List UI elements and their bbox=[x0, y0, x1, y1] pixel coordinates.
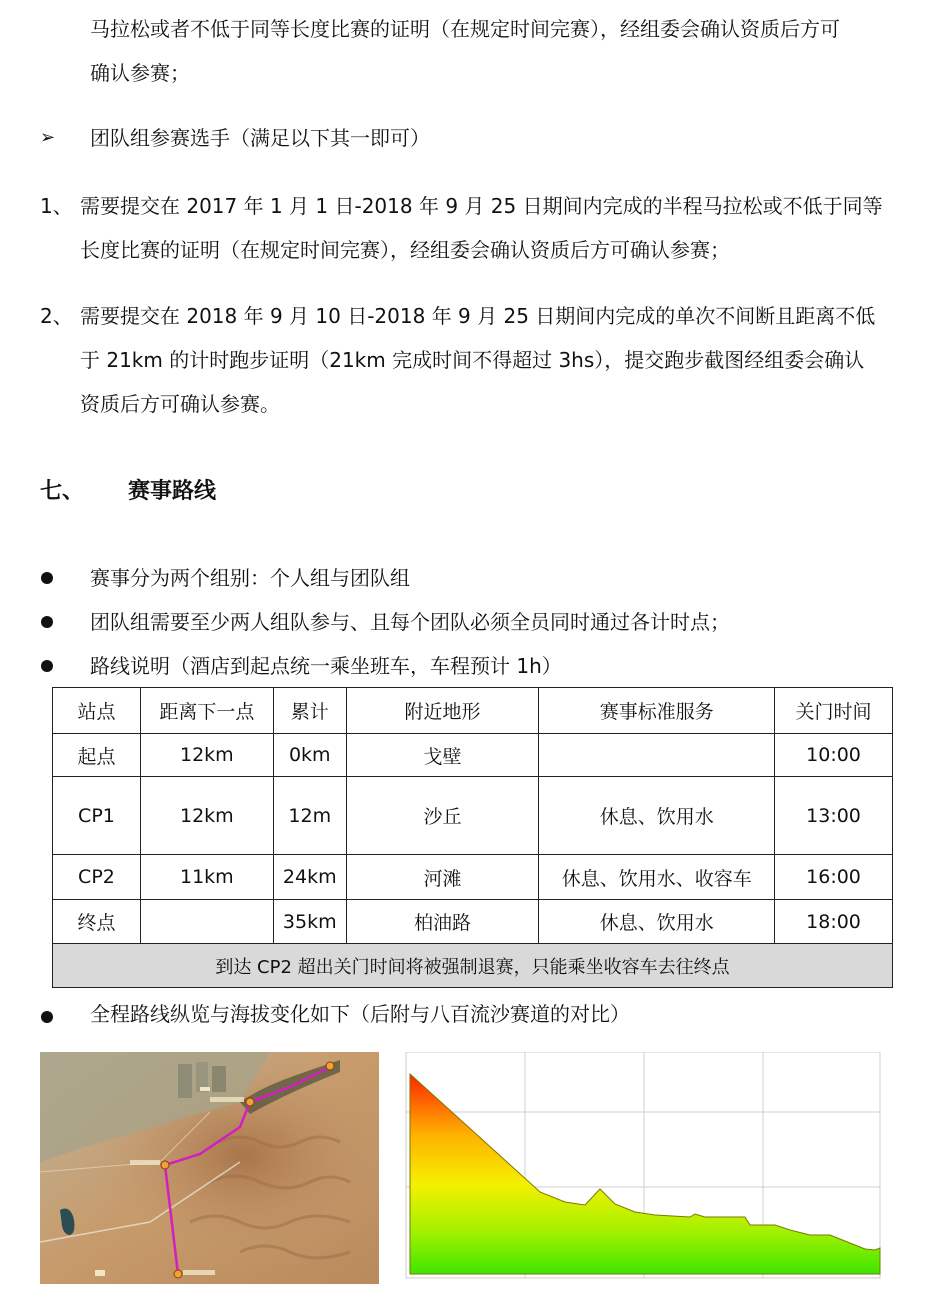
cell-station: 终点 bbox=[53, 900, 141, 944]
cell-terrain: 河滩 bbox=[346, 855, 539, 900]
item2-line-2: 于 21km 的计时跑步证明（21km 完成时间不得超过 3hs），提交跑步截图经组委会确认 bbox=[80, 348, 865, 372]
cell-cutoff: 13:00 bbox=[775, 777, 893, 855]
cell-cumulative: 24km bbox=[273, 855, 346, 900]
cell-terrain: 戈壁 bbox=[346, 734, 539, 777]
cell-station: CP2 bbox=[53, 855, 141, 900]
header-terrain: 附近地形 bbox=[346, 688, 539, 734]
cell-cumulative: 12m bbox=[273, 777, 346, 855]
cell-distance: 12km bbox=[140, 734, 273, 777]
map-image bbox=[40, 1052, 379, 1284]
bullet-dot-icon bbox=[41, 616, 53, 628]
cell-station: 起点 bbox=[53, 734, 141, 777]
header-distance: 距离下一点 bbox=[140, 688, 273, 734]
bullet-1: 赛事分为两个组别：个人组与团队组 bbox=[90, 566, 410, 590]
header-cutoff: 关门时间 bbox=[775, 688, 893, 734]
section-number: 七、 bbox=[40, 479, 85, 504]
bullet-dot-icon bbox=[41, 660, 53, 672]
table-row bbox=[53, 855, 893, 900]
cell-cutoff: 18:00 bbox=[775, 900, 893, 944]
cell-service: 休息、饮用水 bbox=[539, 900, 775, 944]
table-row bbox=[53, 900, 893, 944]
elevation-image bbox=[390, 1052, 896, 1284]
section-title: 赛事路线 bbox=[128, 479, 217, 504]
elevation-profile-chart bbox=[390, 1052, 896, 1284]
arrow-bullet-icon: ➢ bbox=[40, 127, 56, 148]
team-heading: 团队组参赛选手（满足以下其一即可） bbox=[90, 126, 430, 150]
header-station: 站点 bbox=[53, 688, 141, 734]
cell-terrain: 沙丘 bbox=[346, 777, 539, 855]
cell-distance: 12km bbox=[140, 777, 273, 855]
cell-service: 休息、饮用水、收容车 bbox=[539, 855, 775, 900]
cell-cumulative: 0km bbox=[273, 734, 346, 777]
cell-terrain: 柏油路 bbox=[346, 900, 539, 944]
cell-cutoff: 16:00 bbox=[775, 855, 893, 900]
table-note: 到达 CP2 超出关门时间将被强制退赛，只能乘坐收容车去往终点 bbox=[53, 944, 893, 988]
cell-cutoff: 10:00 bbox=[775, 734, 893, 777]
intro-line-2: 确认参赛； bbox=[90, 61, 190, 85]
cell-service bbox=[539, 734, 775, 777]
bullet-dot-icon bbox=[41, 1011, 53, 1023]
item2-line-1: 需要提交在 2018 年 9 月 10 日-2018 年 9 月 25 日期间内完成的单次不间断且距离不低 bbox=[80, 304, 876, 328]
cell-distance: 11km bbox=[140, 855, 273, 900]
bullet-3: 路线说明（酒店到起点统一乘坐班车，车程预计 1h） bbox=[90, 654, 562, 678]
route-table bbox=[52, 687, 893, 988]
item1-number: 1、 bbox=[40, 194, 73, 218]
bullet-dot-icon bbox=[41, 572, 53, 584]
item2-number: 2、 bbox=[40, 304, 73, 328]
table-row bbox=[53, 734, 893, 777]
table-note-row bbox=[53, 944, 893, 988]
cell-station: CP1 bbox=[53, 777, 141, 855]
cell-service: 休息、饮用水 bbox=[539, 777, 775, 855]
table-header-row bbox=[53, 688, 893, 734]
item1-line-2: 长度比赛的证明（在规定时间完赛），经组委会确认资质后方可确认参赛； bbox=[80, 238, 730, 262]
item2-line-3: 资质后方可确认参赛。 bbox=[80, 392, 280, 416]
header-cumulative: 累计 bbox=[273, 688, 346, 734]
bullet-2: 团队组需要至少两人组队参与、且每个团队必须全员同时通过各计时点； bbox=[90, 610, 730, 634]
intro-line-1: 马拉松或者不低于同等长度比赛的证明（在规定时间完赛），经组委会确认资质后方可 bbox=[90, 17, 840, 41]
bullet-4: 全程路线纵览与海拔变化如下（后附与八百流沙赛道的对比） bbox=[90, 1002, 630, 1026]
item1-line-1: 需要提交在 2017 年 1 月 1 日-2018 年 9 月 25 日期间内完成的半程马拉松或不低于同等 bbox=[80, 194, 883, 218]
route-satellite-map bbox=[40, 1052, 379, 1284]
cell-distance bbox=[140, 900, 273, 944]
cell-cumulative: 35km bbox=[273, 900, 346, 944]
table-row bbox=[53, 777, 893, 855]
header-service: 赛事标准服务 bbox=[539, 688, 775, 734]
